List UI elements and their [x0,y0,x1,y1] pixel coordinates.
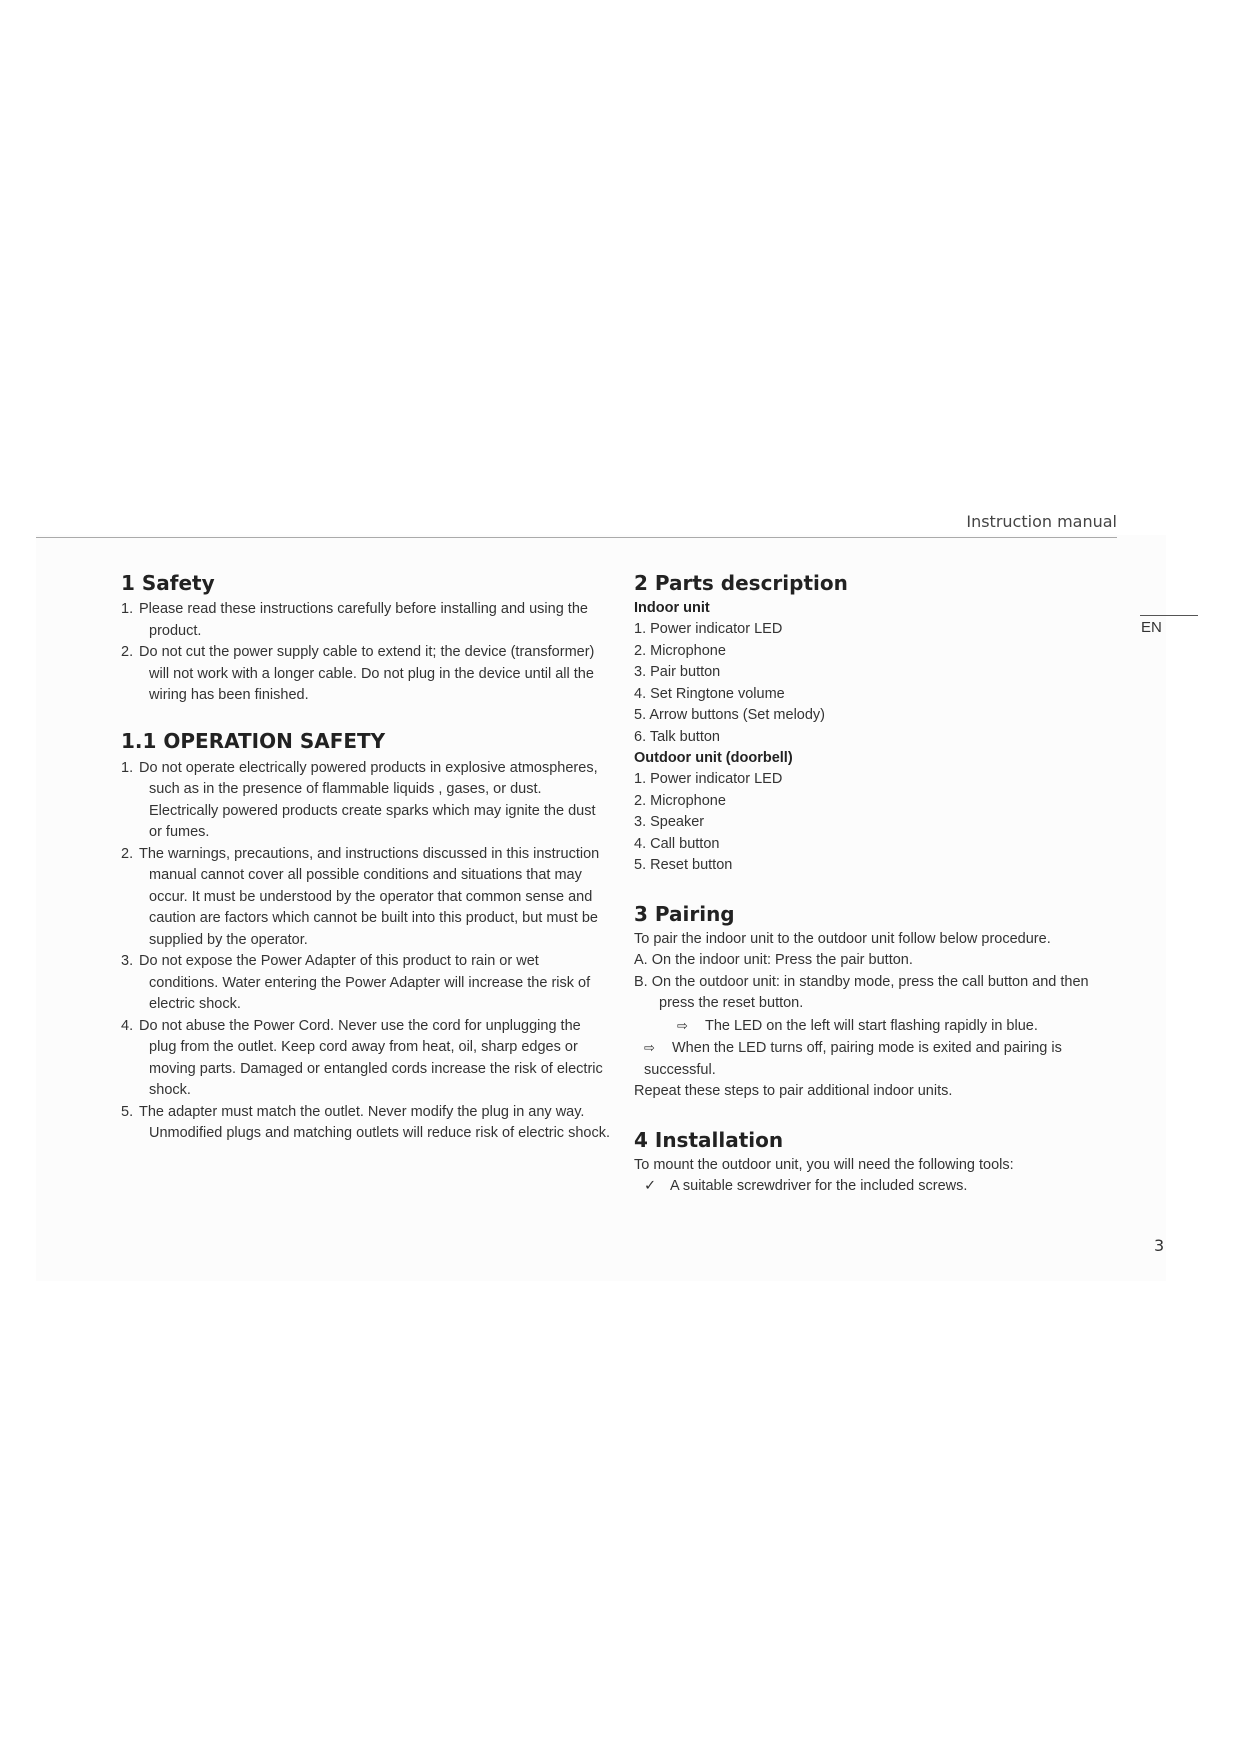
list-item: 4. Set Ringtone volume [634,685,785,702]
list-item: 3. Do not expose the Power Adapter of this product to rain or wet conditions. Water entering the Power Adapter will increase the risk of electric shock. [121,953,591,1012]
checkmark-icon: ✓ [644,1178,657,1194]
installation-tool-item: ✓ A suitable screwdriver for the included screws. [634,1176,1104,1198]
installation-intro: To mount the outdoor unit, you will need the following tools: [634,1156,1014,1173]
installation-heading: 4 Installation [634,1127,784,1152]
pairing-repeat: Repeat these steps to pair additional indoor units. [634,1083,953,1099]
header-divider [36,537,1117,538]
list-item: 4. Call button [634,835,720,852]
language-tab: EN [1141,619,1162,636]
list-item: 1. Power indicator LED [634,771,783,787]
pairing-step-b: B. On the outdoor unit: in standby mode, press the call button and then press the reset button. [634,973,1089,1011]
list-item: 2. The warnings, precautions, and instructions discussed in this instruction manual cannot cover all possible conditions and situations that may occur. It must be understood by the operator that common sense and caution are factors which cannot be built into this product, but must be supplied by the operator. [121,845,600,948]
right-column [634,568,1104,1198]
pairing-heading: 3 Pairing [634,901,735,926]
arrow-right-icon: ⇨ [644,1040,655,1055]
indoor-parts-list [634,619,1104,748]
page-number: 3 [1154,1236,1165,1255]
list-item: 6. Talk button [634,728,720,745]
language-divider [1140,615,1198,616]
outdoor-parts-list [634,769,1104,877]
pairing-step-a: A. On the indoor unit: Press the pair button. [634,952,913,968]
list-item: 5. The adapter must match the outlet. Never modify the plug in any way. Unmodified plugs and matching outlets will reduce risk of electric shock. [121,1103,610,1141]
operation-safety-heading: 1.1 OPERATION SAFETY [121,728,386,753]
list-item: 4. Do not abuse the Power Cord. Never use the cord for unplugging the plug from the outlet. Keep cord away from heat, oil, sharp edges or moving parts. Damaged or entangled cords increase the risk of electric shock. [121,1017,603,1098]
parts-heading: 2 Parts description [634,571,848,595]
safety-heading: 1 Safety [121,571,215,595]
list-item: 3. Speaker [634,814,705,830]
pairing-result-1: ⇨ The LED on the left will start flashing rapidly in blue. [634,1015,1104,1038]
indoor-unit-title: Indoor unit [634,600,710,616]
pairing-result-2: ⇨ When the LED turns off, pairing mode is exited and pairing is successful. [634,1037,1104,1081]
list-item: 2. Microphone [634,642,726,659]
arrow-right-icon: ⇨ [677,1017,688,1033]
list-item: 1. Power indicator LED [634,621,783,637]
list-item: 1. Please read these instructions carefully before installing and using the product. [121,601,588,639]
header-title: Instruction manual [966,512,1117,531]
outdoor-unit-title: Outdoor unit (doorbell) [634,750,793,766]
left-column [121,568,611,1145]
list-item: 2. Do not cut the power supply cable to extend it; the device (transformer) will not work with a longer cable. Do not plug in the device until all the wiring has been finished. [121,644,595,703]
operation-safety-list [121,758,611,1145]
list-item: 2. Microphone [634,792,726,809]
list-item: 3. Pair button [634,664,721,680]
list-item: 5. Reset button [634,857,733,873]
pairing-intro: To pair the indoor unit to the outdoor unit follow below procedure. [634,930,1051,947]
safety-list [121,599,611,707]
list-item: 1. Do not operate electrically powered products in explosive atmospheres, such as in the presence of flammable liquids , gases, or dust. Electrically powered products create sparks which may ignite the dust or fumes. [121,759,598,840]
list-item: 5. Arrow buttons (Set melody) [634,707,825,723]
